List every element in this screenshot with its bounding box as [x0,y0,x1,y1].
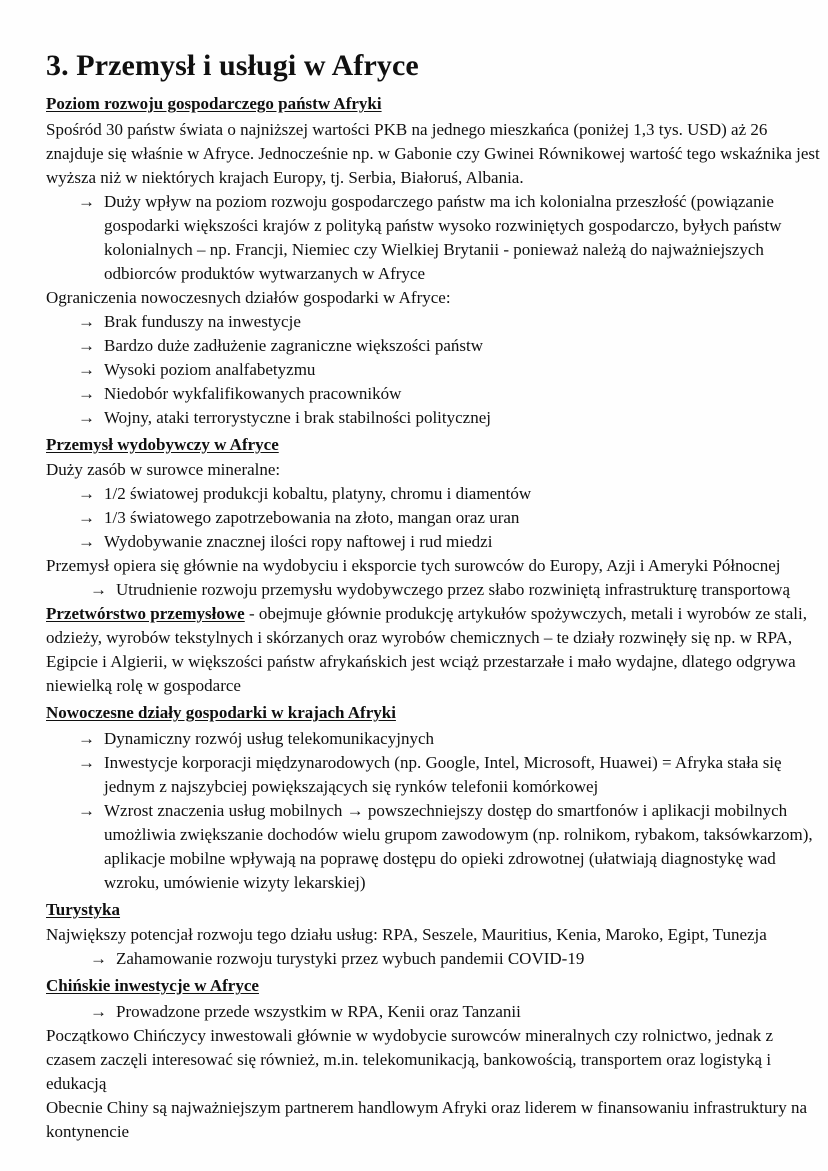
list-item [46,751,820,799]
list-item [46,190,820,286]
list-item-label: Prowadzone przede wszystkim w RPA, Kenii oraz Tanzanii [116,1001,521,1021]
section-heading-nowoczesne-dzialy [46,702,820,724]
paragraph-export: Przemysł opiera się głównie na wydobyciu i eksporcie tych surowców do Europy, Azji i Ameryki Północnej [46,556,781,576]
list-mineral-resources [46,482,820,554]
paragraph-przetworstwo-body: - obejmuje głównie produkcję artykułów spożywczych, metali i wyrobów ze stali, odzieży, wyrobów tekstylnych i skórzanych oraz wyrobów chemicznych – te działy rozwinęły się np. w RPA, Egipcie i Algierii, w większości państw afrykańskich jest wciąż przestarzałe i mało wydajne, dlatego odgrywa niewielką rolę w gospodarce [46,604,807,696]
list-item-label: Wysoki poziom analfabetyzmu [104,359,316,379]
list-item [46,799,820,895]
list-item-label: Dynamiczny rozwój usług telekomunikacyjnych [104,728,434,748]
list-item [46,578,820,602]
list-item [46,1000,820,1024]
list-item [46,727,820,751]
list-colonial-influence [46,190,820,286]
list-economy-limits [46,310,820,430]
section-turystyka [46,899,820,971]
section-przetworstwo-przemyslowe [46,602,820,698]
arrow-icon: → [78,311,95,331]
paragraph-przetworstwo [46,602,820,698]
arrow-icon: → [78,800,95,820]
list-item-label: Duży wpływ na poziom rozwoju gospodarczego państw ma ich kolonialna przeszłość (powiązanie gospodarki większości krajów z polityką państw wysoko rozwiniętych gospodarczo, byłych państw kolonialnych – np. Francji, Niemiec czy Wielkiej Brytanii - ponieważ należą do najważniejszych odbiorców produktów wytwarzanych w Afryce [104,191,782,283]
arrow-icon: → [78,508,95,528]
arrow-icon: → [78,191,95,211]
list-item [46,406,820,430]
list-item-label: 1/3 światowego zapotrzebowania na złoto, mangan oraz uran [104,508,520,528]
page-title: 3. Przemysł i usługi w Afryce [46,49,419,82]
paragraph-tourism-potential: Największy potencjał rozwoju tego działu usług: RPA, Seszele, Mauritius, Kenia, Maroko, Egipt, Tunezja [46,925,767,945]
list-item-label: Wojny, ataki terrorystyczne i brak stabilności politycznej [104,407,491,427]
inline-heading-przetworstwo: Przetwórstwo przemysłowe [46,604,245,624]
list-item-label: Zahamowanie rozwoju turystyki przez wybuch pandemii COVID-19 [116,949,585,969]
list-item [46,530,820,554]
list-item [46,947,820,971]
arrow-icon: → [90,949,107,969]
arrow-icon: → [78,728,95,748]
list-item-label: Niedobór wykfalifikowanych pracowników [104,383,402,403]
arrow-icon: → [90,1001,107,1021]
list-item [46,382,820,406]
paragraph-intro-pkb: Spośród 30 państw świata o najniższej wartości PKB na jednego mieszkańca (poniżej 1,3 tys. USD) aż 26 znajduje się właśnie w Afryce. Jednocześnie np. w Gabonie czy Gwinei Równikowej wartość tego wskaźnika jest wyższa niż w niektórych krajach Europy, tj. Serbia, Białoruś, Albania. [46,119,820,187]
list-item-label: Inwestycje korporacji międzynarodowych (np. Google, Intel, Microsoft, Huawei) = Afryka stała się jednym z najszybciej powiększających się rynków telefonii komórkowej [104,752,782,796]
arrow-icon: → [90,580,107,600]
section-heading-text: Nowoczesne działy gospodarki w krajach Afryki [46,703,396,723]
paragraph-resources-lead: Duży zasób w surowce mineralne: [46,460,281,480]
section-heading-przemysl-wydobywczy [46,434,820,456]
list-modern-sectors [46,727,820,895]
section-chinskie-inwestycje [46,975,820,1143]
section-heading-poziom-rozwoju [46,93,820,115]
list-item-label: Wydobywanie znacznej ilości ropy naftowej i rud miedzi [104,532,493,552]
section-heading-turystyka [46,899,820,921]
section-przemysl-wydobywczy [46,434,820,602]
section-poziom-rozwoju [46,93,820,429]
list-chinese-locations [46,1000,820,1024]
paragraph-chinese-investments-2: Obecnie Chiny są najważniejszym partnerem handlowym Afryki oraz liderem w finansowaniu infrastruktury na kontynencie [46,1097,807,1141]
arrow-icon: → [78,752,95,772]
list-item-label: Utrudnienie rozwoju przemysłu wydobywczego przez słabo rozwiniętą infrastrukturę transportową [116,580,791,600]
section-heading-text: Turystyka [46,899,121,919]
section-heading-text: Poziom rozwoju gospodarczego państw Afryki [46,94,382,114]
arrow-icon: → [78,484,95,504]
arrow-icon: → [78,359,95,379]
arrow-icon: → [78,335,95,355]
arrow-icon: → [78,383,95,403]
section-heading-chinskie-inwestycje [46,975,820,997]
section-heading-text: Przemysł wydobywczy w Afryce [46,434,279,454]
list-item-label: 1/2 światowej produkcji kobaltu, platyny, chromu i diamentów [104,484,532,504]
paragraph-limits-lead: Ograniczenia nowoczesnych działów gospodarki w Afryce: [46,287,451,307]
list-tourism-covid [46,947,820,971]
list-item [46,358,820,382]
list-item-label: Brak funduszy na inwestycje [104,311,301,331]
list-item [46,310,820,334]
section-nowoczesne-dzialy [46,702,820,894]
arrow-icon: → [78,407,95,427]
list-item [46,506,820,530]
list-item-label: Bardzo duże zadłużenie zagraniczne większości państw [104,335,484,355]
arrow-icon: → [78,532,95,552]
list-item [46,482,820,506]
paragraph-chinese-investments-1: Początkowo Chińczycy inwestowali głównie w wydobycie surowców mineralnych czy rolnictwo, jednak z czasem zaczęli interesować się również, m.in. telekomunikacją, bankowością, transportem oraz logistyką i edukacją [46,1025,774,1093]
section-heading-text: Chińskie inwestycje w Afryce [46,976,259,996]
list-item [46,334,820,358]
list-transport-barrier [46,578,820,602]
list-item-label: Wzrost znaczenia usług mobilnych → powszechniejszy dostęp do smartfonów i aplikacji mobilnych umożliwia zwiększanie dochodów wielu grupom zawodowym (np. rolnikom, rybakom, taksówkarzom), aplikacje mobilne wpływają na poprawę dostępu do opieki zdrowotnej (ułatwiają diagnostykę wad wzroku, umówienie wizyty lekarskiej) [104,800,813,892]
